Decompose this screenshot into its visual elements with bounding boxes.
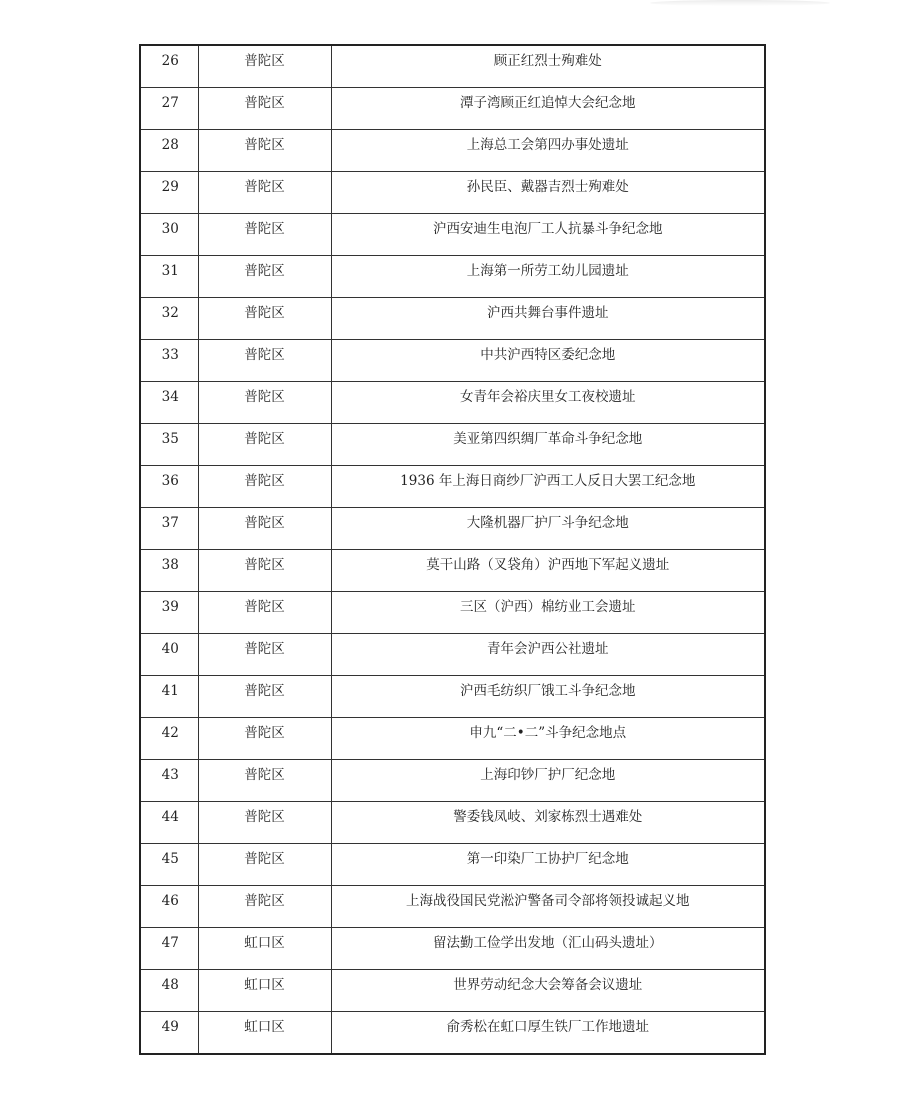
row-number: 47 [140,928,198,970]
table-row [140,45,765,88]
page-edge-shadow [650,0,830,6]
row-district: 普陀区 [198,45,331,88]
table-row [140,214,765,256]
table-row [140,970,765,1012]
row-site-name: 美亚第四织绸厂革命斗争纪念地 [331,424,765,466]
table-row [140,382,765,424]
row-number: 43 [140,760,198,802]
row-number: 28 [140,130,198,172]
row-district: 普陀区 [198,298,331,340]
row-site-name: 三区（沪西）棉纺业工会遗址 [331,592,765,634]
row-district: 普陀区 [198,550,331,592]
row-district: 普陀区 [198,466,331,508]
row-number: 45 [140,844,198,886]
row-number: 32 [140,298,198,340]
row-site-name: 上海印钞厂护厂纪念地 [331,760,765,802]
row-district: 普陀区 [198,676,331,718]
table-row [140,172,765,214]
row-number: 49 [140,1012,198,1055]
row-number: 41 [140,676,198,718]
row-district: 普陀区 [198,718,331,760]
row-site-name: 上海第一所劳工幼儿园遗址 [331,256,765,298]
table-row [140,88,765,130]
table-row [140,592,765,634]
row-number: 31 [140,256,198,298]
row-district: 虹口区 [198,970,331,1012]
row-district: 普陀区 [198,172,331,214]
row-district: 普陀区 [198,802,331,844]
row-number: 36 [140,466,198,508]
row-site-name: 申九“二•二”斗争纪念地点 [331,718,765,760]
row-site-name: 顾正红烈士殉难处 [331,45,765,88]
row-site-name: 莫干山路（叉袋角）沪西地下军起义遗址 [331,550,765,592]
row-number: 42 [140,718,198,760]
table-row [140,424,765,466]
table-row [140,886,765,928]
row-site-name: 世界劳动纪念大会筹备会议遗址 [331,970,765,1012]
row-site-name: 大隆机器厂护厂斗争纪念地 [331,508,765,550]
table-row [140,718,765,760]
row-district: 普陀区 [198,634,331,676]
row-number: 30 [140,214,198,256]
row-site-name: 沪西毛纺织厂饿工斗争纪念地 [331,676,765,718]
row-district: 普陀区 [198,340,331,382]
table-row [140,760,765,802]
row-number: 44 [140,802,198,844]
row-site-name: 第一印染厂工协护厂纪念地 [331,844,765,886]
row-district: 普陀区 [198,214,331,256]
row-site-name: 中共沪西特区委纪念地 [331,340,765,382]
row-number: 35 [140,424,198,466]
row-site-name: 上海战役国民党淞沪警备司令部将领投诚起义地 [331,886,765,928]
row-number: 48 [140,970,198,1012]
row-site-name: 青年会沪西公社遗址 [331,634,765,676]
row-site-name: 留法勤工俭学出发地（汇山码头遗址） [331,928,765,970]
row-district: 普陀区 [198,424,331,466]
row-site-name: 沪西安迪生电泡厂工人抗暴斗争纪念地 [331,214,765,256]
row-district: 普陀区 [198,382,331,424]
row-number: 37 [140,508,198,550]
row-district: 虹口区 [198,928,331,970]
sites-table [139,44,766,1055]
row-district: 普陀区 [198,508,331,550]
row-site-name: 警委钱凤岐、刘家栋烈士遇难处 [331,802,765,844]
table-row [140,1012,765,1055]
table-row [140,550,765,592]
row-district: 虹口区 [198,1012,331,1055]
table-row [140,634,765,676]
table-row [140,466,765,508]
row-site-name: 1936 年上海日商纱厂沪西工人反日大罢工纪念地 [331,466,765,508]
row-site-name: 潭子湾顾正红追悼大会纪念地 [331,88,765,130]
row-number: 34 [140,382,198,424]
table-row [140,844,765,886]
table-row [140,340,765,382]
row-district: 普陀区 [198,88,331,130]
table-body [140,45,765,1054]
table-row [140,802,765,844]
row-number: 39 [140,592,198,634]
row-number: 26 [140,45,198,88]
row-district: 普陀区 [198,592,331,634]
table-row [140,928,765,970]
row-number: 27 [140,88,198,130]
table-row [140,676,765,718]
row-district: 普陀区 [198,844,331,886]
table-row [140,256,765,298]
table-row [140,298,765,340]
row-site-name: 上海总工会第四办事处遗址 [331,130,765,172]
row-district: 普陀区 [198,130,331,172]
table-row [140,508,765,550]
row-district: 普陀区 [198,886,331,928]
row-number: 46 [140,886,198,928]
row-district: 普陀区 [198,256,331,298]
row-number: 38 [140,550,198,592]
table-row [140,130,765,172]
row-site-name: 女青年会裕庆里女工夜校遗址 [331,382,765,424]
row-site-name: 沪西共舞台事件遗址 [331,298,765,340]
row-number: 33 [140,340,198,382]
row-site-name: 俞秀松在虹口厚生铁厂工作地遗址 [331,1012,765,1055]
row-number: 29 [140,172,198,214]
row-number: 40 [140,634,198,676]
row-site-name: 孙民臣、戴器吉烈士殉难处 [331,172,765,214]
row-district: 普陀区 [198,760,331,802]
